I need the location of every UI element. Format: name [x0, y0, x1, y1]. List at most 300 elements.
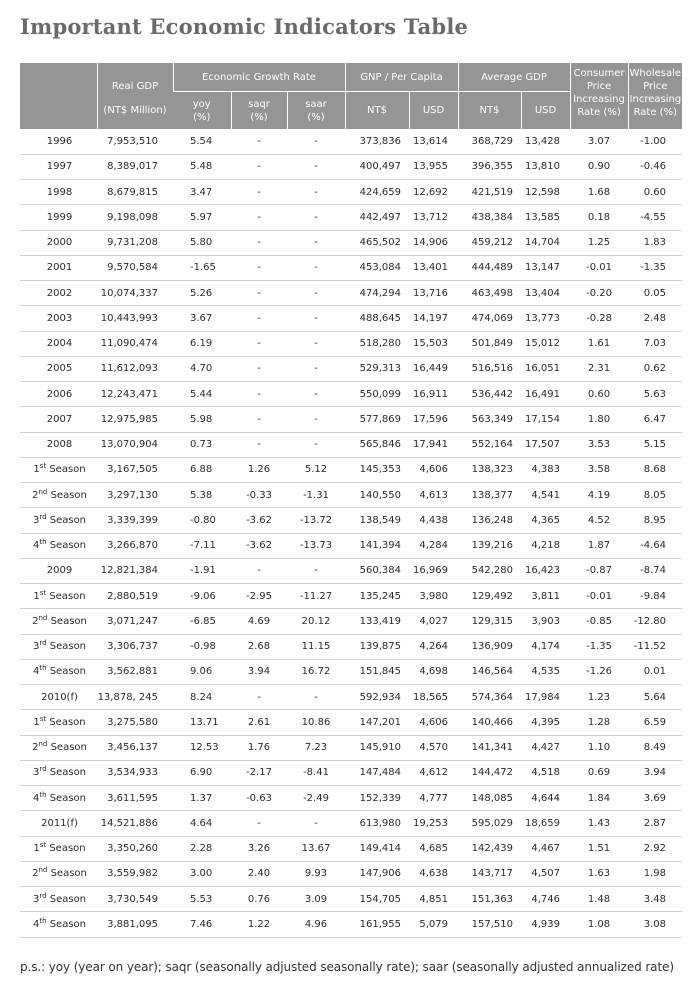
row-label: [20, 760, 97, 785]
table-row: [20, 887, 682, 912]
real-gdp-cell: 3,167,505: [97, 457, 173, 482]
avg-ntd-cell: 148,085: [458, 786, 521, 811]
gnp-usd-cell: 4,284: [409, 533, 458, 558]
row-label-suffix: Season: [47, 489, 87, 501]
row-label: [20, 558, 97, 583]
saar-cell: -: [287, 180, 345, 205]
yoy-cell: 5.38: [173, 483, 231, 508]
row-label-text: 4: [32, 666, 40, 678]
saqr-cell: -3.62: [231, 508, 287, 533]
row-label-text: 2: [32, 742, 39, 754]
real-gdp-cell: 11,612,093: [97, 356, 173, 381]
saqr-cell: -: [231, 180, 287, 205]
avg-ntd-cell: 143,717: [458, 861, 521, 886]
yoy-cell: -0.80: [173, 508, 231, 533]
saar-cell: -: [287, 255, 345, 280]
real-gdp-cell: 3,297,130: [97, 483, 173, 508]
yoy-cell: -1.65: [173, 255, 231, 280]
saar-cell: -: [287, 407, 345, 432]
row-label: [20, 432, 97, 457]
header-avg-usd: USD: [521, 92, 570, 130]
row-label: [20, 735, 97, 760]
row-label-suffix: Season: [46, 540, 87, 552]
row-label-text: 1: [33, 464, 40, 476]
saqr-cell: -2.95: [231, 584, 287, 609]
avg-ntd-cell: 516,516: [458, 356, 521, 381]
header-yoy-unit: (%): [193, 111, 211, 123]
wpi-cell: 5.64: [628, 685, 682, 710]
saqr-cell: -: [231, 205, 287, 230]
avg-ntd-cell: 542,280: [458, 558, 521, 583]
row-label: [20, 230, 97, 255]
avg-ntd-cell: 421,519: [458, 180, 521, 205]
avg-ntd-cell: 151,363: [458, 887, 521, 912]
cpi-cell: 1.87: [570, 533, 628, 558]
avg-usd-cell: 4,939: [521, 912, 570, 937]
gnp-usd-cell: 13,614: [409, 129, 458, 154]
avg-ntd-cell: 140,466: [458, 710, 521, 735]
real-gdp-cell: 14,521,886: [97, 811, 173, 836]
row-label-text: 2005: [46, 363, 73, 375]
cpi-cell: 3.58: [570, 457, 628, 482]
row-label-ordinal: st: [39, 588, 47, 597]
gnp-ntd-cell: 147,906: [345, 861, 409, 886]
table-row: [20, 760, 682, 785]
real-gdp-cell: 3,339,399: [97, 508, 173, 533]
yoy-cell: 5.80: [173, 230, 231, 255]
row-label: [20, 407, 97, 432]
wpi-cell: 0.05: [628, 281, 682, 306]
wpi-cell: 0.01: [628, 659, 682, 684]
cpi-cell: 2.31: [570, 356, 628, 381]
avg-ntd-cell: 141,341: [458, 735, 521, 760]
yoy-cell: 5.44: [173, 382, 231, 407]
real-gdp-cell: 3,306,737: [97, 634, 173, 659]
avg-usd-cell: 12,598: [521, 180, 570, 205]
yoy-cell: 1.37: [173, 786, 231, 811]
saqr-cell: -: [231, 230, 287, 255]
saqr-cell: 1.76: [231, 735, 287, 760]
header-real-gdp-unit: (NT$ Million): [103, 105, 167, 117]
yoy-cell: 4.70: [173, 356, 231, 381]
saar-cell: -: [287, 382, 345, 407]
header-gnp-ntd: NT$: [345, 92, 409, 130]
row-label: [20, 861, 97, 886]
cpi-cell: -0.87: [570, 558, 628, 583]
row-label-text: 2002: [46, 287, 73, 299]
header-average-gdp: Average GDP: [458, 63, 570, 92]
real-gdp-cell: 9,198,098: [97, 205, 173, 230]
row-label: [20, 634, 97, 659]
real-gdp-cell: 3,350,260: [97, 836, 173, 861]
yoy-cell: 5.48: [173, 154, 231, 179]
real-gdp-cell: 3,456,137: [97, 735, 173, 760]
table-row: [20, 331, 682, 356]
avg-usd-cell: 4,395: [521, 710, 570, 735]
table-row: [20, 407, 682, 432]
row-label-suffix: Season: [46, 716, 86, 728]
avg-usd-cell: 17,984: [521, 685, 570, 710]
row-label-text: 2007: [46, 413, 73, 425]
cpi-cell: 0.90: [570, 154, 628, 179]
row-label-suffix: Season: [46, 464, 86, 476]
row-label: [20, 811, 97, 836]
wpi-cell: 2.87: [628, 811, 682, 836]
row-label-text: 2009: [46, 565, 73, 577]
saqr-cell: -0.63: [231, 786, 287, 811]
gnp-ntd-cell: 145,910: [345, 735, 409, 760]
avg-usd-cell: 4,467: [521, 836, 570, 861]
row-label-text: 2: [32, 489, 39, 501]
wpi-cell: -1.00: [628, 129, 682, 154]
saqr-cell: -: [231, 255, 287, 280]
real-gdp-cell: 3,275,580: [97, 710, 173, 735]
cpi-cell: 4.19: [570, 483, 628, 508]
saar-cell: -: [287, 558, 345, 583]
gnp-ntd-cell: 465,502: [345, 230, 409, 255]
saqr-cell: 1.26: [231, 457, 287, 482]
avg-ntd-cell: 138,323: [458, 457, 521, 482]
gnp-ntd-cell: 613,980: [345, 811, 409, 836]
yoy-cell: 12.53: [173, 735, 231, 760]
row-label: [20, 508, 97, 533]
table-row: [20, 129, 682, 154]
gnp-ntd-cell: 577,869: [345, 407, 409, 432]
footnote: p.s.: yoy (year on year); saqr (seasonally adjusted seasonally rate); saar (seasonally adjusted annualized rate): [20, 960, 674, 974]
saqr-cell: -: [231, 154, 287, 179]
avg-ntd-cell: 501,849: [458, 331, 521, 356]
row-label-text: 2010(f): [41, 691, 78, 703]
yoy-cell: 5.54: [173, 129, 231, 154]
wpi-cell: 0.60: [628, 180, 682, 205]
yoy-cell: 7.46: [173, 912, 231, 937]
gnp-usd-cell: 4,027: [409, 609, 458, 634]
header-saar-label: saar: [305, 98, 327, 110]
header-gnp-usd: USD: [409, 92, 458, 130]
real-gdp-cell: 3,071,247: [97, 609, 173, 634]
row-label: [20, 356, 97, 381]
wpi-cell: -4.64: [628, 533, 682, 558]
gnp-usd-cell: 4,638: [409, 861, 458, 886]
gnp-ntd-cell: 141,394: [345, 533, 409, 558]
cpi-cell: 0.18: [570, 205, 628, 230]
saar-cell: 10.86: [287, 710, 345, 735]
wpi-cell: 1.98: [628, 861, 682, 886]
row-label: [20, 887, 97, 912]
table-row: [20, 634, 682, 659]
avg-ntd-cell: 142,439: [458, 836, 521, 861]
table-row: [20, 154, 682, 179]
avg-usd-cell: 13,428: [521, 129, 570, 154]
gnp-usd-cell: 4,570: [409, 735, 458, 760]
saqr-cell: -0.33: [231, 483, 287, 508]
row-label-suffix: Season: [46, 641, 87, 653]
table-row: [20, 306, 682, 331]
gnp-usd-cell: 4,438: [409, 508, 458, 533]
avg-ntd-cell: 396,355: [458, 154, 521, 179]
saar-cell: -: [287, 281, 345, 306]
saar-cell: -: [287, 129, 345, 154]
saar-cell: 11.15: [287, 634, 345, 659]
gnp-usd-cell: 5,079: [409, 912, 458, 937]
row-label-text: 2011(f): [41, 817, 78, 829]
row-label-ordinal: rd: [39, 765, 47, 774]
header-cpi-line: Increasing: [573, 94, 625, 105]
row-label-ordinal: th: [39, 664, 47, 673]
avg-ntd-cell: 136,909: [458, 634, 521, 659]
avg-ntd-cell: 136,248: [458, 508, 521, 533]
avg-ntd-cell: 574,364: [458, 685, 521, 710]
yoy-cell: 5.97: [173, 205, 231, 230]
table-row: [20, 558, 682, 583]
real-gdp-cell: 3,559,982: [97, 861, 173, 886]
yoy-cell: 4.64: [173, 811, 231, 836]
gnp-usd-cell: 3,980: [409, 584, 458, 609]
avg-ntd-cell: 146,564: [458, 659, 521, 684]
gnp-ntd-cell: 149,414: [345, 836, 409, 861]
gnp-ntd-cell: 140,550: [345, 483, 409, 508]
gnp-ntd-cell: 453,084: [345, 255, 409, 280]
row-label-suffix: Season: [47, 615, 87, 627]
avg-ntd-cell: 536,442: [458, 382, 521, 407]
avg-ntd-cell: 368,729: [458, 129, 521, 154]
gnp-ntd-cell: 161,955: [345, 912, 409, 937]
saar-cell: 13.67: [287, 836, 345, 861]
saqr-cell: 2.40: [231, 861, 287, 886]
table-body: [20, 129, 682, 937]
gnp-ntd-cell: 400,497: [345, 154, 409, 179]
cpi-cell: -0.28: [570, 306, 628, 331]
row-label: [20, 912, 97, 937]
saqr-cell: -: [231, 685, 287, 710]
wpi-cell: 5.15: [628, 432, 682, 457]
header-row-1: [20, 63, 682, 92]
cpi-cell: -1.26: [570, 659, 628, 684]
row-label: [20, 483, 97, 508]
row-label: [20, 685, 97, 710]
real-gdp-cell: 3,562,881: [97, 659, 173, 684]
avg-usd-cell: 4,535: [521, 659, 570, 684]
cpi-cell: 1.63: [570, 861, 628, 886]
wpi-cell: -0.46: [628, 154, 682, 179]
saar-cell: -: [287, 230, 345, 255]
real-gdp-cell: 12,243,471: [97, 382, 173, 407]
yoy-cell: 6.19: [173, 331, 231, 356]
row-label-ordinal: nd: [38, 866, 48, 875]
row-label-text: 2006: [46, 388, 73, 400]
saar-cell: -11.27: [287, 584, 345, 609]
saqr-cell: 3.94: [231, 659, 287, 684]
avg-ntd-cell: 129,492: [458, 584, 521, 609]
avg-usd-cell: 4,507: [521, 861, 570, 886]
saar-cell: 4.96: [287, 912, 345, 937]
wpi-cell: -12.80: [628, 609, 682, 634]
wpi-cell: 8.49: [628, 735, 682, 760]
gnp-usd-cell: 16,911: [409, 382, 458, 407]
real-gdp-cell: 13,070,904: [97, 432, 173, 457]
gnp-usd-cell: 13,955: [409, 154, 458, 179]
row-label-suffix: Season: [46, 666, 87, 678]
avg-ntd-cell: 459,212: [458, 230, 521, 255]
gnp-ntd-cell: 565,846: [345, 432, 409, 457]
real-gdp-cell: 8,389,017: [97, 154, 173, 179]
row-label: [20, 584, 97, 609]
cpi-cell: 0.60: [570, 382, 628, 407]
wpi-cell: 0.62: [628, 356, 682, 381]
table-row: [20, 710, 682, 735]
wpi-cell: 5.63: [628, 382, 682, 407]
row-label-text: 2000: [46, 237, 73, 249]
row-label-text: 4: [32, 540, 40, 552]
avg-usd-cell: 17,154: [521, 407, 570, 432]
yoy-cell: 3.47: [173, 180, 231, 205]
saqr-cell: 2.61: [231, 710, 287, 735]
gnp-usd-cell: 4,685: [409, 836, 458, 861]
avg-ntd-cell: 129,315: [458, 609, 521, 634]
yoy-cell: 0.73: [173, 432, 231, 457]
gnp-usd-cell: 4,264: [409, 634, 458, 659]
saqr-cell: -3.62: [231, 533, 287, 558]
header-real-gdp: [97, 63, 173, 129]
cpi-cell: 1.51: [570, 836, 628, 861]
saqr-cell: 2.68: [231, 634, 287, 659]
cpi-cell: 1.25: [570, 230, 628, 255]
table-row: [20, 584, 682, 609]
saar-cell: 3.09: [287, 887, 345, 912]
real-gdp-cell: 8,679,815: [97, 180, 173, 205]
row-label: [20, 786, 97, 811]
cpi-cell: -1.35: [570, 634, 628, 659]
cpi-cell: 1.68: [570, 180, 628, 205]
wpi-cell: 2.48: [628, 306, 682, 331]
avg-usd-cell: 4,174: [521, 634, 570, 659]
cpi-cell: 1.43: [570, 811, 628, 836]
saar-cell: -13.73: [287, 533, 345, 558]
yoy-cell: 2.28: [173, 836, 231, 861]
gnp-ntd-cell: 147,201: [345, 710, 409, 735]
wpi-cell: -11.52: [628, 634, 682, 659]
real-gdp-cell: 11,090,474: [97, 331, 173, 356]
header-gnp-per-capita: GNP / Per Capita: [345, 63, 458, 92]
saqr-cell: -: [231, 432, 287, 457]
avg-ntd-cell: 552,164: [458, 432, 521, 457]
avg-usd-cell: 16,051: [521, 356, 570, 381]
row-label: [20, 281, 97, 306]
wpi-cell: 6.47: [628, 407, 682, 432]
header-cpi-line: Consumer: [573, 68, 625, 79]
avg-usd-cell: 18,659: [521, 811, 570, 836]
yoy-cell: -0.98: [173, 634, 231, 659]
row-label-suffix: Season: [47, 868, 87, 880]
wpi-cell: 3.48: [628, 887, 682, 912]
header-wpi-line: Wholesale: [629, 68, 682, 79]
cpi-cell: 1.61: [570, 331, 628, 356]
row-label-suffix: Season: [46, 590, 86, 602]
row-label-suffix: Season: [46, 767, 87, 779]
real-gdp-cell: 3,266,870: [97, 533, 173, 558]
row-label-text: 3: [32, 514, 40, 526]
real-gdp-cell: 3,611,595: [97, 786, 173, 811]
saar-cell: -8.41: [287, 760, 345, 785]
saar-cell: -: [287, 432, 345, 457]
saqr-cell: -: [231, 811, 287, 836]
yoy-cell: 13.71: [173, 710, 231, 735]
avg-usd-cell: 4,383: [521, 457, 570, 482]
gnp-ntd-cell: 442,497: [345, 205, 409, 230]
gnp-usd-cell: 4,777: [409, 786, 458, 811]
table-row: [20, 180, 682, 205]
header-wpi-line: Price: [643, 81, 668, 92]
avg-usd-cell: 13,773: [521, 306, 570, 331]
saqr-cell: -: [231, 281, 287, 306]
wpi-cell: 8.05: [628, 483, 682, 508]
avg-ntd-cell: 157,510: [458, 912, 521, 937]
row-label: [20, 710, 97, 735]
gnp-ntd-cell: 529,313: [345, 356, 409, 381]
gnp-usd-cell: 18,565: [409, 685, 458, 710]
gnp-ntd-cell: 151,845: [345, 659, 409, 684]
table-row: [20, 659, 682, 684]
wpi-cell: -8.74: [628, 558, 682, 583]
row-label: [20, 205, 97, 230]
header-real-gdp-label: Real GDP: [111, 81, 159, 93]
row-label-text: 3: [32, 641, 40, 653]
table-row: [20, 230, 682, 255]
saar-cell: 16.72: [287, 659, 345, 684]
cpi-cell: -0.01: [570, 584, 628, 609]
saar-cell: -: [287, 685, 345, 710]
row-label-ordinal: nd: [38, 740, 48, 749]
row-label-ordinal: st: [39, 714, 47, 723]
row-label: [20, 255, 97, 280]
saar-cell: -: [287, 205, 345, 230]
real-gdp-cell: 9,570,584: [97, 255, 173, 280]
gnp-ntd-cell: 592,934: [345, 685, 409, 710]
header-saqr-label: saqr: [248, 98, 270, 110]
gnp-ntd-cell: 145,353: [345, 457, 409, 482]
wpi-cell: -4.55: [628, 205, 682, 230]
row-label: [20, 609, 97, 634]
avg-usd-cell: 4,746: [521, 887, 570, 912]
header-cpi: [570, 63, 628, 129]
row-label-ordinal: th: [39, 538, 47, 547]
table-row: [20, 255, 682, 280]
yoy-cell: 3.00: [173, 861, 231, 886]
row-label-text: 2008: [46, 439, 73, 451]
saqr-cell: 4.69: [231, 609, 287, 634]
row-label-ordinal: rd: [39, 639, 47, 648]
row-label: [20, 180, 97, 205]
row-label-ordinal: th: [39, 916, 47, 925]
row-label: [20, 306, 97, 331]
saar-cell: 20.12: [287, 609, 345, 634]
saar-cell: -: [287, 811, 345, 836]
gnp-usd-cell: 4,606: [409, 710, 458, 735]
cpi-cell: 1.23: [570, 685, 628, 710]
row-label-suffix: Season: [46, 792, 87, 804]
avg-ntd-cell: 138,377: [458, 483, 521, 508]
table-row: [20, 912, 682, 937]
gnp-ntd-cell: 147,484: [345, 760, 409, 785]
cpi-cell: 4.52: [570, 508, 628, 533]
gnp-ntd-cell: 154,705: [345, 887, 409, 912]
yoy-cell: -6.85: [173, 609, 231, 634]
header-saqr: [231, 92, 287, 130]
yoy-cell: 6.90: [173, 760, 231, 785]
header-cpi-line: Price: [586, 81, 612, 92]
row-label-ordinal: st: [39, 841, 47, 850]
row-label-text: 2: [32, 868, 39, 880]
